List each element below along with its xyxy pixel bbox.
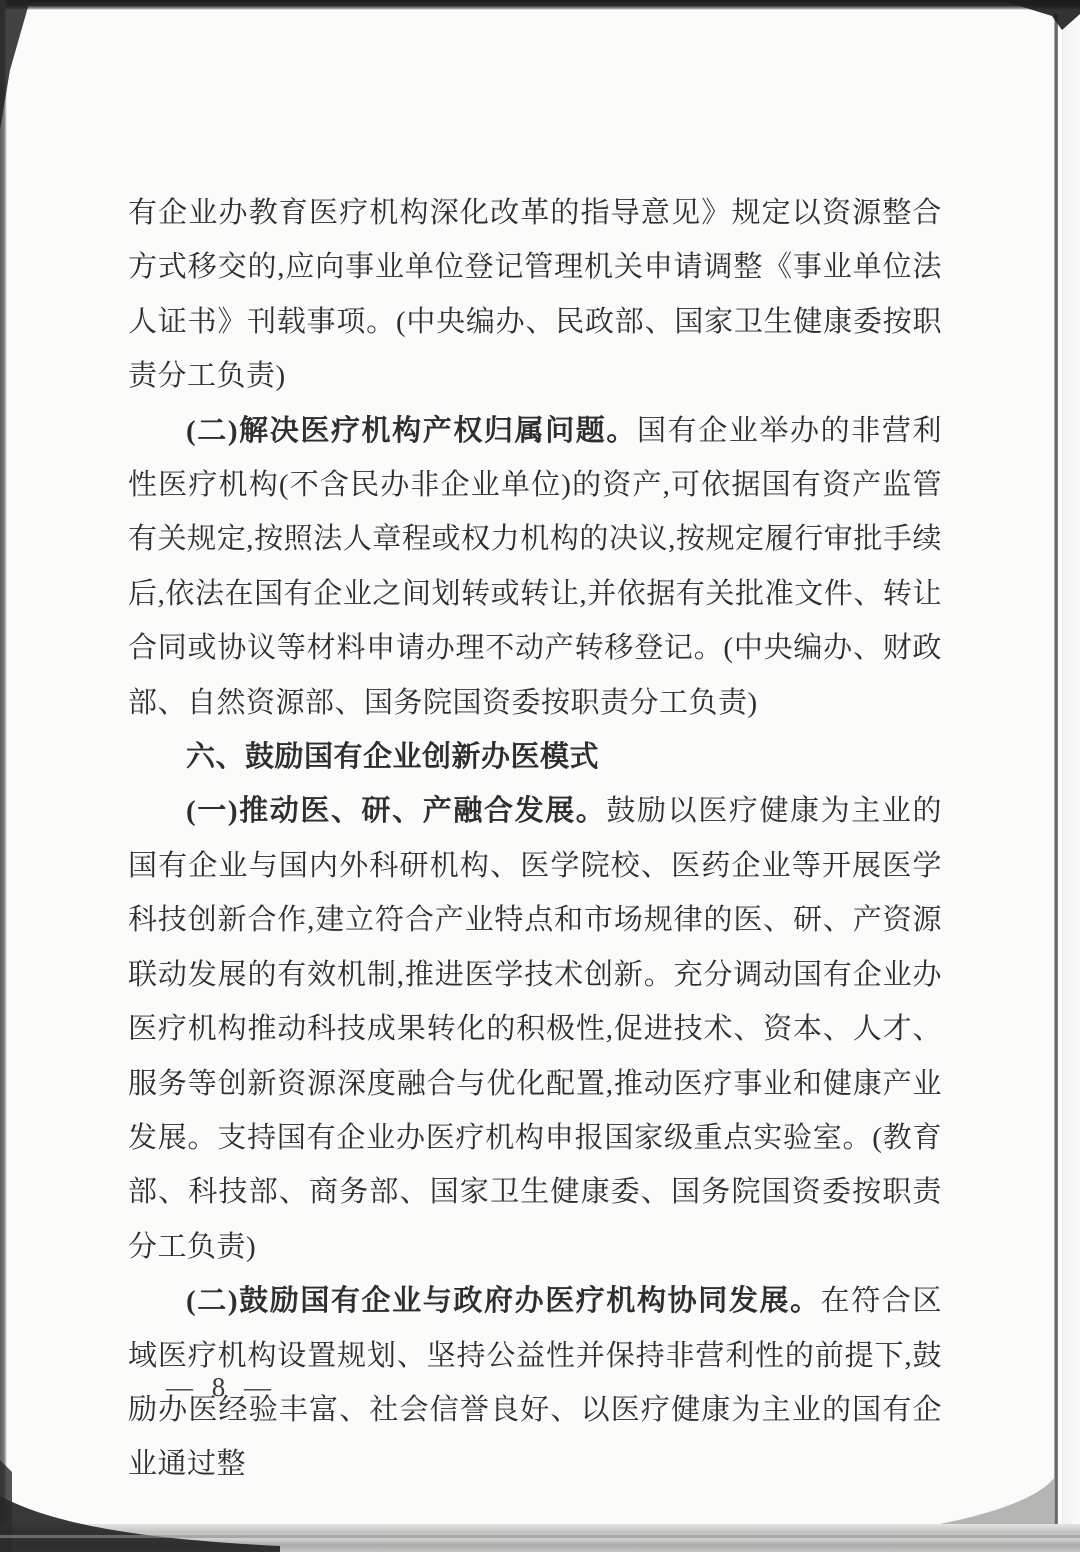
item-paragraph: (二)鼓励国有企业与政府办医疗机构协同发展。在符合区域医疗机构设置规划、坚持公益性并保持非营利性的前提下,鼓励办医经验丰富、社会信誉良好、以医疗健康为主业的国有企业通过整: [128, 1285, 942, 1481]
page-number: — 8 —: [166, 1372, 277, 1402]
section-heading: 六、鼓励国有企业创新办医模式: [186, 741, 600, 774]
item-lead: (二)鼓励国有企业与政府办医疗机构协同发展。: [186, 1285, 821, 1318]
item-paragraph: (二)解决医疗机构产权归属问题。国有企业举办的非营利性医疗机构(不含民办非企业单位)的资产,可依据国有资产监管有关规定,按照法人章程或权力机构的决议,按规定履行审批手续后,依法在国有企业之间划转或转让,并依据有关批准文件、转让合同或协议等材料申请办理不动产转移登记。(中央编办、财政部、自然资源部、国务院国资委按职责分工负责): [128, 414, 942, 719]
item-lead: (一)推动医、研、产融合发展。: [186, 795, 607, 828]
item-lead: (二)解决医疗机构产权归属问题。: [186, 414, 638, 447]
item-paragraph: (一)推动医、研、产融合发展。鼓励以医疗健康为主业的国有企业与国内外科研机构、医学院校、医药企业等开展医学科技创新合作,建立符合产业特点和市场规律的医、研、产资源联动发展的有效机制,推进医学技术创新。充分调动国有企业办医疗机构推动科技成果转化的积极性,促进技术、资本、人才、服务等创新资源深度融合与优化配置,推动医疗事业和健康产业发展。支持国有企业办医疗机构申报国家级重点实验室。(教育部、科技部、商务部、国家卫生健康委、国务院国资委按职责分工负责): [128, 795, 942, 1263]
continuation-paragraph: 有企业办教育医疗机构深化改革的指导意见》规定以资源整合方式移交的,应向事业单位登记管理机关申请调整《事业单位法人证书》刊载事项。(中央编办、民政部、国家卫生健康委按职责分工负责): [128, 197, 942, 393]
